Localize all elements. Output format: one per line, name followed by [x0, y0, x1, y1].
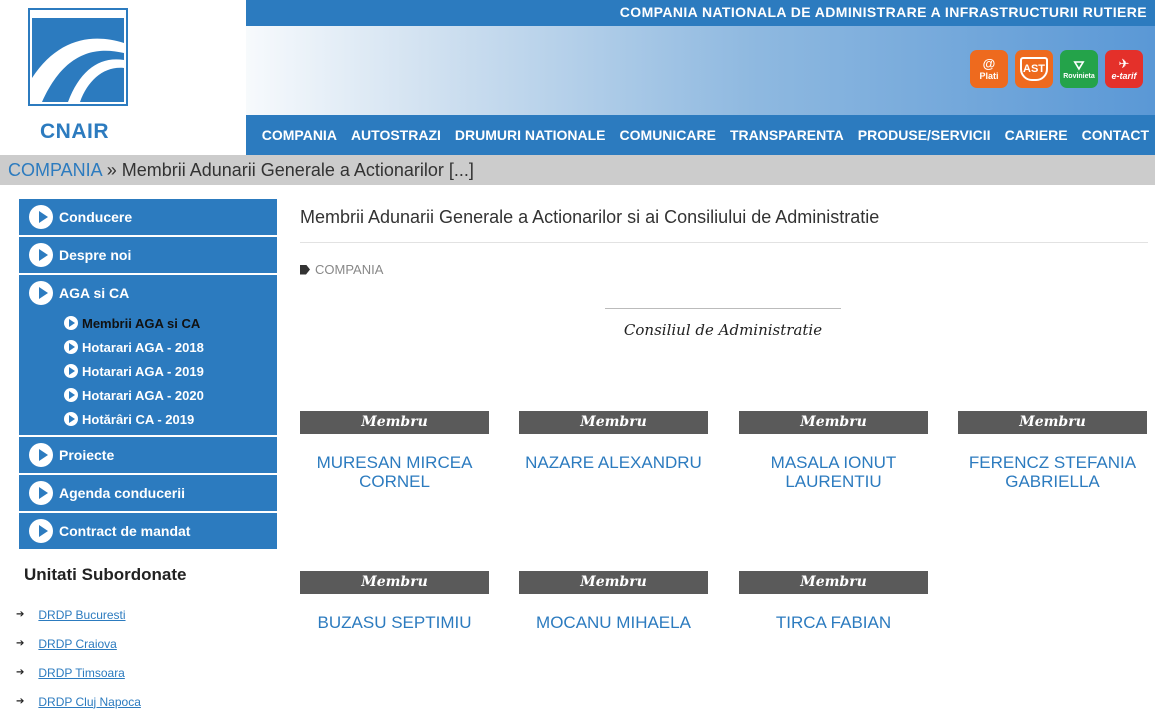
rovinieta-icon: ⛛: [1073, 57, 1085, 73]
post-category: [300, 262, 383, 277]
sidebar-subitem-hotarari-aga-2019[interactable]: [19, 359, 277, 383]
sidebar-group-aga-si-ca: [19, 275, 277, 435]
sidebar-subitem-hotarari-ca-2019[interactable]: [19, 407, 277, 431]
arrow-right-icon: [29, 281, 53, 305]
arrow-right-icon: [29, 243, 53, 267]
sidebar-subitem-label: Membrii AGA si CA: [82, 315, 201, 331]
member-role: Membru: [958, 411, 1147, 434]
arrow-bullet-icon: ➔: [16, 696, 25, 707]
logo[interactable]: [0, 0, 246, 155]
unitati-link-bucuresti[interactable]: DRDP Bucuresti: [38, 607, 126, 622]
main-nav: [246, 115, 1155, 155]
nav-produse-servicii[interactable]: PRODUSE/SERVICII: [857, 127, 991, 143]
sidebar-subitem-label: Hotarari AGA - 2019: [82, 363, 204, 379]
sidebar-item-label: AGA si CA: [59, 285, 130, 301]
divider: [605, 308, 841, 309]
plati-label: Plati: [979, 71, 999, 81]
arrow-right-icon: [29, 205, 53, 229]
arrow-right-icon: [64, 364, 78, 378]
nav-drumuri-nationale[interactable]: DRUMURI NATIONALE: [454, 127, 606, 143]
sidebar-subitem-label: Hotarari AGA - 2020: [82, 387, 204, 403]
nav-comunicare[interactable]: COMUNICARE: [619, 127, 716, 143]
list-item: [16, 687, 141, 715]
unitati-subordonate-heading: Unitati Subordonate: [24, 565, 187, 584]
sidebar-item-contract-de-mandat[interactable]: [19, 513, 277, 549]
sidebar-item-label: Despre noi: [59, 247, 132, 263]
rovinieta-label: Rovinieta: [1063, 72, 1095, 80]
arrow-right-icon: [29, 443, 53, 467]
sidebar-subitem-label: Hotarari AGA - 2018: [82, 339, 204, 355]
category-link[interactable]: COMPANIA: [315, 262, 384, 277]
etarif-icon: ✈: [1118, 56, 1130, 71]
member-card: [739, 571, 928, 632]
arrow-bullet-icon: ➔: [16, 667, 25, 678]
sidebar-subitem-membrii-aga[interactable]: [19, 311, 277, 335]
member-name[interactable]: MASALA IONUT LAURENTIU: [770, 453, 897, 491]
unitati-list: [16, 600, 141, 715]
nav-autostrazi[interactable]: AUTOSTRAZI: [350, 127, 441, 143]
member-role: Membru: [300, 411, 489, 434]
sidebar-subitem-label: Hotărâri CA - 2019: [82, 411, 195, 427]
member-card: [958, 411, 1147, 491]
ast-label: AST: [1023, 63, 1045, 75]
nav-compania[interactable]: COMPANIA: [261, 127, 337, 143]
etarif-label: e-tarif: [1111, 71, 1137, 81]
divider: [300, 242, 1148, 243]
ast-icon: [1020, 57, 1048, 81]
service-badges: [970, 50, 1143, 88]
unitati-link-craiova[interactable]: DRDP Craiova: [38, 636, 117, 651]
member-name[interactable]: BUZASU SEPTIMIU: [317, 613, 472, 632]
member-card: [300, 411, 489, 491]
cnair-logo-icon: [28, 8, 128, 106]
member-name[interactable]: MURESAN MIRCEA CORNEL: [316, 453, 473, 491]
member-role: Membru: [519, 571, 708, 594]
member-role: Membru: [300, 571, 489, 594]
plati-icon: @: [982, 56, 996, 71]
member-name[interactable]: NAZARE ALEXANDRU: [525, 453, 702, 472]
member-name[interactable]: MOCANU MIHAELA: [536, 613, 691, 632]
etarif-badge[interactable]: [1105, 50, 1143, 88]
sidebar-item-conducere[interactable]: [19, 199, 277, 235]
section-heading: Consiliul de Administratie: [623, 321, 823, 339]
breadcrumb: [0, 155, 1155, 185]
sidebar-item-label: Contract de mandat: [59, 523, 191, 539]
tag-icon: [300, 265, 310, 275]
arrow-right-icon: [29, 481, 53, 505]
sidebar-item-aga-si-ca[interactable]: [19, 275, 277, 311]
logo-text: CNAIR: [40, 120, 109, 143]
breadcrumb-separator: »: [106, 160, 117, 180]
list-item: [16, 600, 141, 629]
organization-title: COMPANIA NATIONALA DE ADMINISTRARE A INFRASTRUCTURII RUTIERE: [619, 4, 1147, 20]
breadcrumb-current: Membrii Adunarii Generale a Actionarilor [...]: [121, 160, 474, 180]
arrow-right-icon: [29, 519, 53, 543]
ast-badge[interactable]: [1015, 50, 1053, 88]
sidebar-subitem-hotarari-aga-2020[interactable]: [19, 383, 277, 407]
member-card: [519, 411, 708, 472]
arrow-right-icon: [64, 316, 78, 330]
nav-contact[interactable]: CONTACT: [1081, 127, 1149, 143]
page-title: Membrii Adunarii Generale a Actionarilor si ai Consiliului de Administratie: [300, 207, 880, 227]
sidebar-item-agenda-conducerii[interactable]: [19, 475, 277, 511]
sidebar-item-despre-noi[interactable]: [19, 237, 277, 273]
member-card: [739, 411, 928, 491]
member-role: Membru: [739, 571, 928, 594]
nav-cariere[interactable]: CARIERE: [1004, 127, 1068, 143]
unitati-link-timsoara[interactable]: DRDP Timsoara: [38, 665, 125, 680]
unitati-link-cluj-napoca[interactable]: DRDP Cluj Napoca: [38, 694, 141, 709]
list-item: [16, 629, 141, 658]
sidebar-item-label: Conducere: [59, 209, 133, 225]
arrow-bullet-icon: ➔: [16, 638, 25, 649]
member-name[interactable]: TIRCA FABIAN: [775, 613, 892, 632]
member-card: [300, 571, 489, 632]
member-name[interactable]: FERENCZ STEFANIA GABRIELLA: [968, 453, 1137, 491]
sidebar-item-proiecte[interactable]: [19, 437, 277, 473]
breadcrumb-root-link[interactable]: COMPANIA: [8, 160, 102, 180]
list-item: [16, 658, 141, 687]
member-role: Membru: [739, 411, 928, 434]
member-role: Membru: [519, 411, 708, 434]
sidebar: [19, 199, 277, 551]
nav-transparenta[interactable]: TRANSPARENTA: [729, 127, 844, 143]
plati-badge[interactable]: [970, 50, 1008, 88]
sidebar-subitem-hotarari-aga-2018[interactable]: [19, 335, 277, 359]
rovinieta-badge[interactable]: [1060, 50, 1098, 88]
arrow-bullet-icon: ➔: [16, 609, 25, 620]
arrow-right-icon: [64, 388, 78, 402]
arrow-right-icon: [64, 340, 78, 354]
arrow-right-icon: [64, 412, 78, 426]
sidebar-item-label: Agenda conducerii: [59, 485, 186, 501]
member-card: [519, 571, 708, 632]
sidebar-item-label: Proiecte: [59, 447, 115, 463]
